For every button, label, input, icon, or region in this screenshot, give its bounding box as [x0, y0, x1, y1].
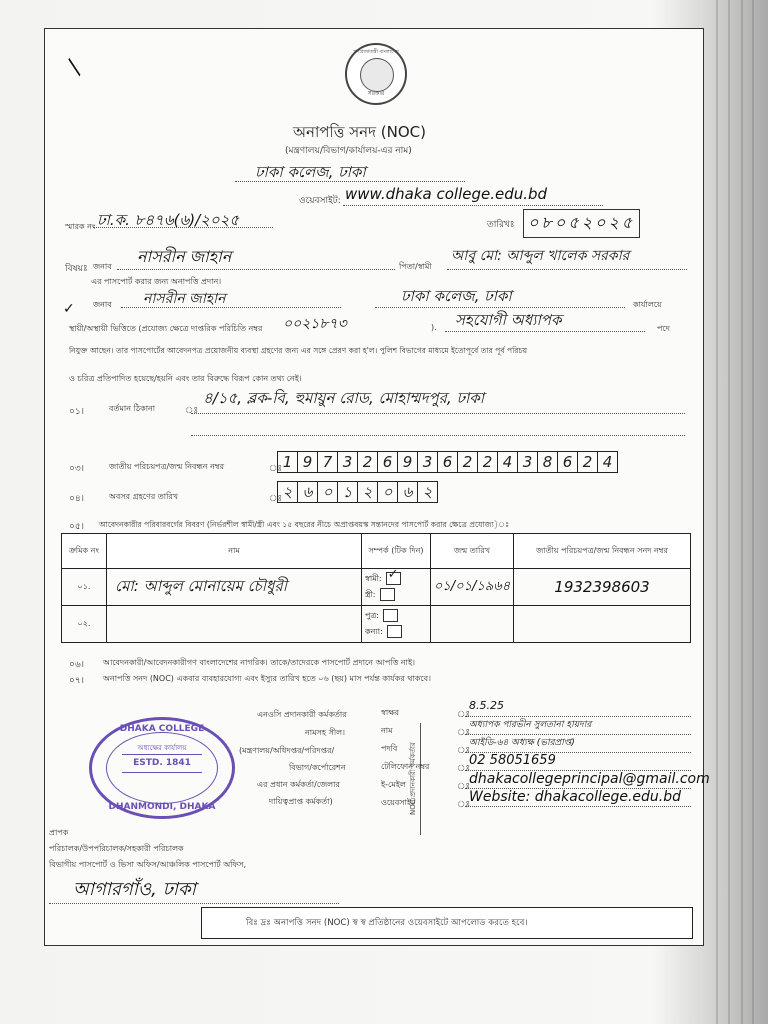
subject-line2: এর পাসপোর্ট করার জন্য অনাপত্তি প্রদান। — [91, 277, 222, 286]
date-label: তারিখঃ — [487, 220, 515, 230]
member-nid: 1932398603 — [514, 569, 691, 606]
retire-digit: ০ — [318, 482, 338, 502]
page-title: অনাপত্তি সনদ (NOC) — [293, 123, 426, 141]
retire-digit: ৬ — [298, 482, 318, 502]
body-line-a: স্থায়ী/অস্থায়ী ভিত্তিতে (প্রযোজ্য ক্ষেত্রে দাপ্তরিক পরিচিতি নম্বর — [69, 324, 263, 333]
father-name: আবু মো: আব্দুল খালেক সরকার — [451, 248, 630, 264]
issuer-field-value: Website: dhakacollege.edu.bd — [469, 789, 682, 805]
nid-digit: 6 — [558, 452, 578, 472]
applicant-name-2: নাসরীন জাহান — [143, 291, 226, 307]
seal-top-text: DHAKA COLLEGE — [119, 724, 205, 734]
nid-digit: 1 — [278, 452, 298, 472]
check-mark: ✓ — [63, 301, 75, 317]
note-box — [201, 907, 693, 939]
col-name: নাম — [107, 534, 362, 569]
member-name: মো: আব্দুল মোনায়েম চৌধুরী — [107, 569, 362, 606]
issuer-desc-4: বিভাগ/কর্পোরেশন — [289, 763, 346, 772]
nid-digit: 2 — [358, 452, 378, 472]
member-dob: ০১/০১/১৯৬৪ — [431, 569, 514, 606]
issuer-field-label: পদবি — [381, 744, 398, 753]
table-row: ০২. পুত্র: কন্যা: — [62, 606, 691, 643]
body-line-c: ও চরিত্র প্রতিপাদিত হয়েছে/হয়নি এবং তার বিরুদ্ধে বিরূপ কোন তথ্য নেই। — [69, 374, 302, 383]
nid-digit: 6 — [378, 452, 398, 472]
subject-label: বিষয়ঃ — [65, 264, 88, 274]
noc-document: / গণপ্রজাতন্ত্রী বাংলাদেশ সরকার অনাপত্তি সনদ (NOC) (মন্ত্রণালয়/বিভাগ/কার্যালয়-এর নাম) ঢাকা কলেজ, ঢাকা ওয়েবসাইট: www.dhaka college.edu.bd স্মারক নং ঢা.ক. ৮৪৭৬(৬)/২০২৫ তারিখঃ ০৮০৫২০২৫ বিষয়ঃ জনাব নাসরীন জাহান পিতা/স্বামী আবু মো: আব্দুল খালেক সরকার এর পাসপোর্ট করার জন্য অনাপত্তি প্রদান। জনাব নাসরীন জাহান ঢাকা কলেজ, ঢাকা কার্যালয়ে ✓ স্থায়ী/অস্থায়ী ভিত্তিতে (প্রযোজ্য ক্ষেত্রে দাপ্তরিক পরিচিতি নম্বর ০০২১৮৭৩ ). সহযোগী অধ্যাপক পদে নিযুক্ত আছেন। তার পাসপোর্টের আবেদনপত্র প্রয়োজনীয় ব্যবস্থা গ্রহণের জন্য এর সঙ্গে প্রেরণ করা হ'ল। পুলিশ বিভাগের মাধ্যমে ইতোপূর্বে তার পূর্ব পরিচয় ও চরিত্র প্রতিপাদিত হয়েছে/হয়নি এবং তার বিরুদ্ধে বিরূপ কোন তথ্য নেই। ০১। বর্তমান ঠিকানা ঃ ৪/১৫, ব্লক-বি, হুমায়ুন রোড, মোহাম্মদপুর, ঢাকা ০৩। জাতীয় পরিচয়পত্র/জন্ম নিবন্ধন নম্বর ঃ 1 9 7 3 2 6 9 3 6 2 2 4 3 8 6 2 4 ০৪। অবসর গ্রহণের তারিখ ঃ ২ ৬ ০ ১ ২ ০ ৬ ২ ০৫। আবেদনকারীর পরিবারবর্গের বিবরণ (নির্ভরশীল স্বামী/স্ত্রী এবং ১৫ বছরের নীচে অপ্রাপ্তবয়স্ক সন্তানদের পাসপোর্ট করার ক্ষেত্রে প্রযোজ্য)ঃ ক্রমিক নং নাম সম্পর্ক (টিক দিন) জন্ম তারিখ জাতীয় পরিচয়পত্র/জন্ম নিবন্ধন সনদ নম্বর ০১. মো: আব্দুল মোনায়েম চৌধুরী স্বামী: ✓ স্ত্রী: ০১/০১/১৯৬৪ 1932398603 ০২. পুত্র: কন্যা: ০৬। আবেদনকারী/আবেদনকারীগণ বাংলাদেশের নাগরিক। তাকে/তাদেরকে পাসপোর্ট প্রদানে আপত্তি নাই। ০৭। অনাপত্তি সনদ (NOC) একবার ব্যবহারযোগ্য এবং ইস্যুর তারিখ হতে ০৬ (ছয়) মাস পর্যন্ত কার্যকর থাকবে। এনওসি প্রদানকারী কর্মকর্তার নামসহ সীল। (মন্ত্রণালয়/অধিদপ্তর/পরিদপ্তর/ বিভাগ/কর্পোরেশন এর প্রধান কর্মকর্তা/জেলার দায়িত্বপ্রাপ্ত কর্মকর্তা) NOC প্রদানকারী কর্মকর্তার স্বাক্ষর ঃ 8.5.25 নাম ঃ অধ্যাপক পারভীন সুলতানা হায়দার পদবি ঃ আইডি-৬৪ অধ্যক্ষ (ভারপ্রাপ্ত) টেলিফোন নম্বর ঃ 02 58051659 ই-মেইল ঃ dhakacollegeprincipal@gmail.com ওয়েবসাইট ঃ Website: dhakacollege.edu.bd DHAKA COLLEGE অধ্যক্ষের কার্যালয় ESTD. 1841 DHANMONDI, DHAKA প্রাপক পরিচালক/উপপরিচালক/সহকারী পরিচালক বিভাগীয় পাসপোর্ট ও ভিসা অফিস/আঞ্চলিক পাসপোর্ট অফিস, আগারগাঁও, ঢাকা বিঃ দ্রঃ অনাপত্তি সনদ (NOC) স্ব স্ব প্রতিষ্ঠানের ওয়েবসাইটে আপলোড করতে হবে। — [44, 28, 704, 946]
recipient-line1: পরিচালক/উপপরিচালক/সহকারী পরিচালক — [49, 844, 184, 853]
retire-digit: ২ — [358, 482, 378, 502]
declaration-06: আবেদনকারী/আবেদনকারীগণ বাংলাদেশের নাগরিক। তাকে/তাদেরকে পাসপোর্ট প্রদানে আপত্তি নাই। — [103, 658, 416, 667]
address-value: ৪/১৫, ব্লক-বি, হুমায়ুন রোড, মোহাম্মদপুর, ঢাকা — [203, 389, 485, 407]
issuer-field-colon: ঃ — [457, 800, 471, 810]
checkbox-son[interactable] — [383, 609, 398, 622]
issuer-field-value: 8.5.25 — [469, 699, 504, 712]
emblem-top-text: গণপ্রজাতন্ত্রী বাংলাদেশ — [353, 49, 399, 55]
page-subtitle: (মন্ত্রণালয়/বিভাগ/কার্যালয়-এর নাম) — [285, 146, 412, 156]
issuer-field-label: টেলিফোন নম্বর — [381, 762, 430, 771]
office-name-2: ঢাকা কলেজ, ঢাকা — [401, 287, 512, 305]
designation: সহযোগী অধ্যাপক — [455, 311, 562, 329]
issuer-field-value: dhakacollegeprincipal@gmail.com — [469, 771, 710, 787]
retire-digit: ২ — [422, 483, 433, 501]
nid-digit: 2 — [478, 452, 498, 472]
nid-digit: 3 — [338, 452, 358, 472]
seal-bottom-text: DHANMONDI, DHAKA — [108, 802, 216, 812]
issuer-desc-1: এনওসি প্রদানকারী কর্মকর্তার — [257, 710, 347, 719]
father-label: পিতা/স্বামী — [399, 262, 432, 271]
issuer-desc-3: (মন্ত্রণালয়/অধিদপ্তর/পরিদপ্তর/ — [239, 746, 335, 755]
official-id: ০০২১৮৭৩ — [283, 316, 347, 332]
pen-mark: / — [62, 58, 88, 77]
issuer-field-label: ই-মেইল — [381, 780, 406, 789]
karyalaye-label: কার্যালয়ে — [633, 300, 662, 309]
janab-label: জনাব — [93, 262, 112, 271]
item-05-number: ০৫। — [69, 522, 84, 532]
government-emblem-icon — [345, 43, 407, 105]
family-table — [61, 533, 691, 643]
nid-digit: 4 — [498, 452, 518, 472]
issuer-field-colon: ঃ — [457, 710, 471, 720]
nid-digit-boxes — [277, 451, 618, 473]
nid-digit: 4 — [602, 453, 613, 471]
retire-digit: ০ — [378, 482, 398, 502]
issuer-desc-2: নামসহ সীল। — [305, 728, 345, 737]
nid-digit: 3 — [518, 452, 538, 472]
col-serial: ক্রমিক নং — [62, 534, 107, 569]
issuer-desc-6: দায়িত্বপ্রাপ্ত কর্মকর্তা) — [269, 797, 333, 806]
website-value: www.dhaka college.edu.bd — [345, 185, 548, 203]
recipient-line2: বিভাগীয় পাসপোর্ট ও ভিসা অফিস/আঞ্চলিক পাসপোর্ট অফিস, — [49, 860, 247, 869]
note-text: বিঃ দ্রঃ অনাপত্তি সনদ (NOC) স্ব স্ব প্রতিষ্ঠানের ওয়েবসাইটে আপলোড করতে হবে। — [246, 918, 528, 928]
item-06-number: ০৬। — [69, 660, 84, 670]
issuer-desc-5: এর প্রধান কর্মকর্তা/জেলার — [257, 780, 340, 789]
declaration-07: অনাপত্তি সনদ (NOC) একবার ব্যবহারযোগ্য এবং ইস্যুর তারিখ হতে ০৬ (ছয়) মাস পর্যন্ত কার্যকর থাকবে। — [103, 674, 431, 683]
nid-digit: 7 — [318, 452, 338, 472]
item-04-number: ০৪। — [69, 494, 84, 504]
nid-digit: 6 — [438, 452, 458, 472]
college-seal — [89, 717, 235, 819]
family-label: আবেদনকারীর পরিবারবর্গের বিবরণ (নির্ভরশীল স্বামী/স্ত্রী এবং ১৫ বছরের নীচে অপ্রাপ্তবয়স্ক সন্তানদের পাসপোর্ট করার ক্ষেত্রে প্রযোজ্য)ঃ — [99, 520, 510, 529]
issuer-field-label: নাম — [381, 726, 393, 735]
checkbox-wife[interactable] — [380, 588, 395, 601]
item-01-number: ০১। — [69, 407, 84, 417]
janab2-label: জনাব — [93, 300, 112, 309]
retire-digit: ১ — [338, 482, 358, 502]
checkbox-daughter[interactable] — [387, 625, 402, 638]
item-03-number: ০৩। — [69, 464, 84, 474]
table-row: ০১. মো: আব্দুল মোনায়েম চৌধুরী স্বামী: ✓ স্ত্রী: ০১/০১/১৯৬৪ 1932398603 — [62, 569, 691, 606]
nid-digit: 9 — [298, 452, 318, 472]
body-line-b: নিযুক্ত আছেন। তার পাসপোর্টের আবেদনপত্র প্রয়োজনীয় ব্যবস্থা গ্রহণের জন্য এর সঙ্গে প্রেরণ করা হ'ল। পুলিশ বিভাগের মাধ্যমে ইতোপূর্বে তার পূর্ব পরিচয় — [69, 346, 528, 355]
issuer-field-label: ওয়েবসাইট — [381, 798, 416, 807]
date-value: ০৮০৫২০২৫ — [523, 209, 640, 238]
ref-value: ঢা.ক. ৮৪৭৬(৬)/২০২৫ — [97, 211, 240, 229]
recipient-office: আগারগাঁও, ঢাকা — [73, 879, 196, 900]
nid-digit: 8 — [538, 452, 558, 472]
applicant-name: নাসরীন জাহান — [137, 247, 232, 266]
retire-digit: ২ — [278, 482, 298, 502]
issuer-field-value: অধ্যাপক পারভীন সুলতানা হায়দার — [469, 720, 592, 730]
pode-label: পদে — [657, 324, 670, 333]
issuer-field-value: 02 58051659 — [469, 753, 556, 768]
nid-digit: 2 — [578, 452, 598, 472]
issuer-field-value: আইডি-৬৪ অধ্যক্ষ (ভারপ্রাপ্ত) — [469, 738, 575, 748]
issuer-vertical-label: NOC প্রদানকারী কর্মকর্তার — [409, 742, 417, 816]
ref-label: স্মারক নং — [65, 222, 96, 231]
office-name: ঢাকা কলেজ, ঢাকা — [255, 163, 366, 181]
seal-office-text: অধ্যক্ষের কার্যালয় — [137, 744, 187, 752]
issuer-field-label: স্বাক্ষর — [381, 708, 400, 717]
nid-digit: 3 — [418, 452, 438, 472]
retire-label: অবসর গ্রহণের তারিখ — [109, 492, 179, 501]
nid-digit: 2 — [458, 452, 478, 472]
col-relation: সম্পর্ক (টিক দিন) — [362, 534, 431, 569]
retire-digit: ৬ — [398, 482, 418, 502]
retire-digit-boxes — [277, 481, 438, 503]
col-nid: জাতীয় পরিচয়পত্র/জন্ম নিবন্ধন সনদ নম্বর — [514, 534, 691, 569]
nid-label: জাতীয় পরিচয়পত্র/জন্ম নিবন্ধন নম্বর — [109, 462, 224, 471]
recipient-label: প্রাপক — [49, 828, 69, 837]
issuer-field-colon: ঃ — [457, 782, 471, 792]
issuer-field-colon: ঃ — [457, 746, 471, 756]
address-label: বর্তমান ঠিকানা — [109, 404, 156, 413]
issuer-field-colon: ঃ — [457, 728, 471, 738]
seal-estd-text: ESTD. 1841 — [133, 758, 191, 768]
col-dob: জন্ম তারিখ — [431, 534, 514, 569]
nid-digit: 9 — [398, 452, 418, 472]
website-label: ওয়েবসাইট: — [299, 196, 341, 206]
item-07-number: ০৭। — [69, 676, 84, 686]
emblem-bottom-text: সরকার — [367, 90, 385, 97]
checkbox-husband[interactable]: ✓ — [386, 572, 401, 585]
issuer-field-colon: ঃ — [457, 764, 471, 774]
